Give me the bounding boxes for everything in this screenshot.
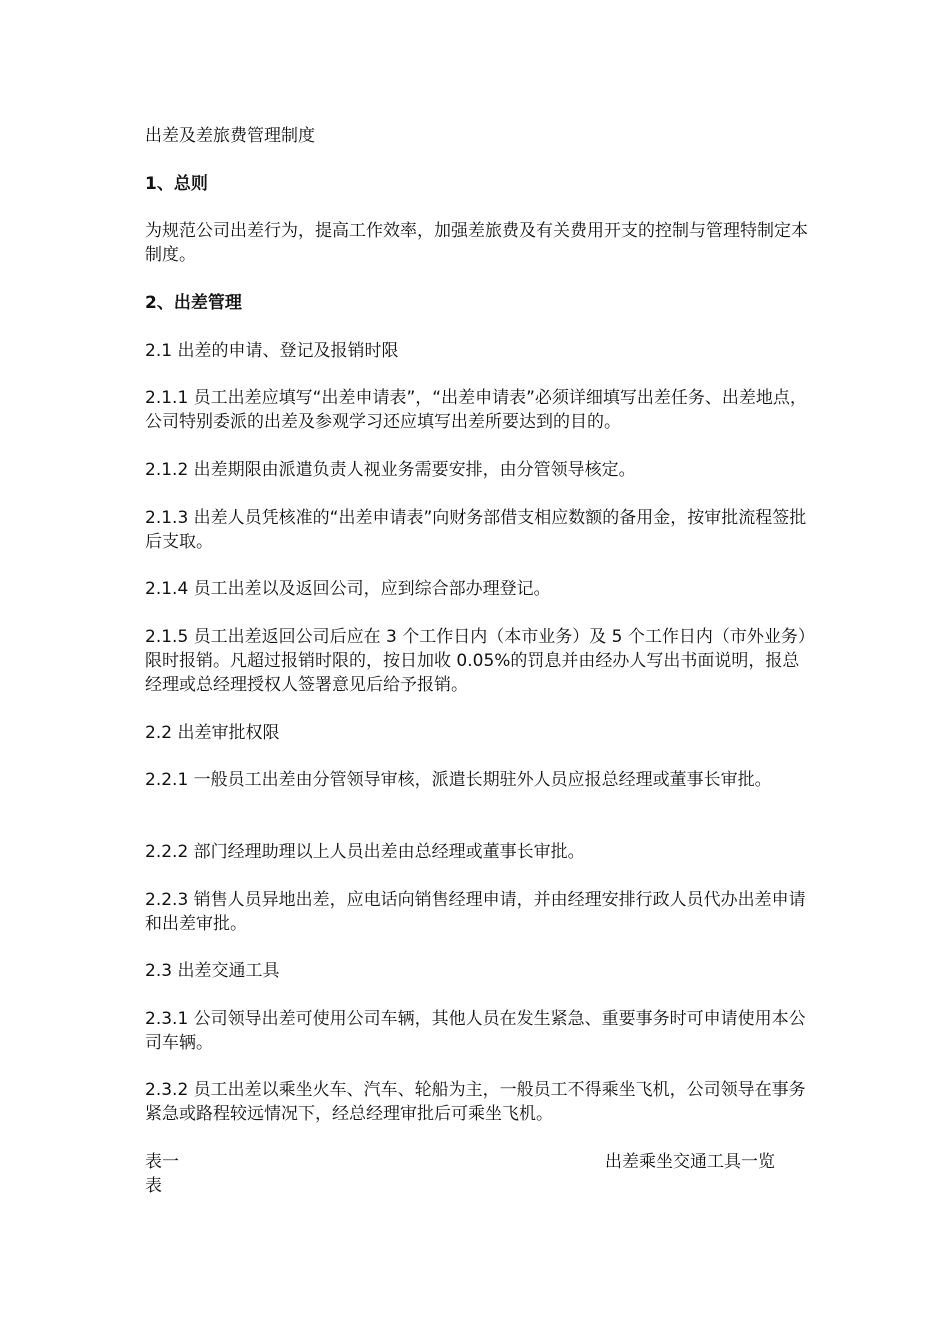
subsection-2-2: 2.2 出差审批权限 (145, 723, 280, 743)
table-caption-title: 出差乘坐交通工具一览 (605, 1152, 775, 1172)
clause-2-1-3: 2.1.3 出差人员凭核准的“出差申请表”向财务部借支相应数额的备用金，按审批流程签批后支取。 (145, 508, 807, 552)
section-heading-travel-management: 2、出差管理 (145, 293, 242, 313)
section-heading-general: 1、总则 (145, 174, 208, 194)
table-caption-label: 表一表 (145, 1152, 179, 1196)
clause-2-1-1: 2.1.1 员工出差应填写“出差申请表”，“出差申请表”必须详细填写出差任务、出差地点，公司特别委派的出差及参观学习还应填写出差所要达到的目的。 (145, 388, 807, 432)
clause-2-1-5: 2.1.5 员工出差返回公司后应在 3 个工作日内（本市业务）及 5 个工作日内（市外业务）限时报销。凡超过报销时限的，按日加收 0.05%的罚息并由经办人写出书面说明，报总经理或总经理授权人签署意见后给予报销。 (145, 627, 807, 695)
subsection-2-3: 2.3 出差交通工具 (145, 961, 280, 981)
clause-2-2-3: 2.2.3 销售人员异地出差，应电话向销售经理申请，并由经理安排行政人员代办出差申请和出差审批。 (145, 890, 806, 934)
subsection-2-1: 2.1 出差的申请、登记及报销时限 (145, 341, 399, 361)
clause-2-2-1: 2.2.1 一般员工出差由分管领导审核，派遣长期驻外人员应报总经理或董事长审批。 (145, 770, 772, 790)
paragraph-purpose: 为规范公司出差行为，提高工作效率，加强差旅费及有关费用开支的控制与管理特制定本制度。 (145, 221, 808, 265)
clause-2-1-4: 2.1.4 员工出差以及返回公司，应到综合部办理登记。 (145, 579, 551, 599)
clause-2-2-2: 2.2.2 部门经理助理以上人员出差由总经理或董事长审批。 (145, 842, 585, 862)
clause-2-3-1: 2.3.1 公司领导出差可使用公司车辆，其他人员在发生紧急、重要事务时可申请使用本公司车辆。 (145, 1009, 806, 1053)
clause-2-3-2: 2.3.2 员工出差以乘坐火车、汽车、轮船为主，一般员工不得乘坐飞机，公司领导在事务紧急或路程较远情况下，经总经理审批后可乘坐飞机。 (145, 1080, 806, 1124)
document-title: 出差及差旅费管理制度 (145, 126, 315, 146)
clause-2-1-2: 2.1.2 出差期限由派遣负责人视业务需要安排，由分管领导核定。 (145, 460, 636, 480)
